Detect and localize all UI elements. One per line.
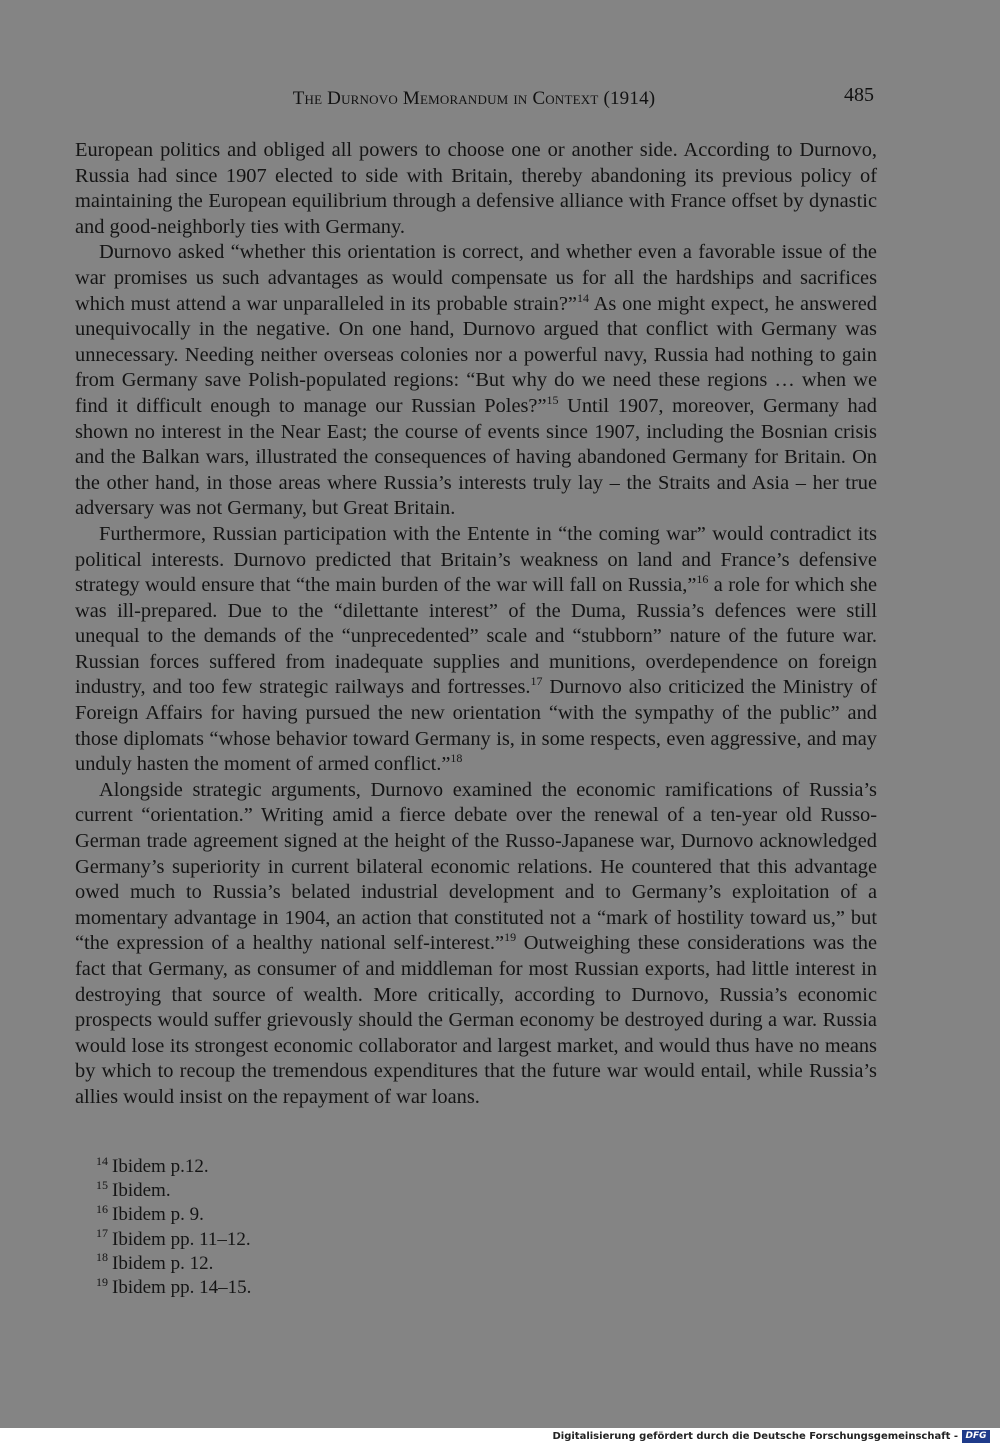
- paragraph-text: As one might expect, he answered unequivocally in the negative. On one hand, Durnovo argued that conflict with Germany was unnecessary. Needing neither overseas colonies nor a powerful navy, Russia had nothing to gain from Germany save Polish-populated regions: “But why do we need these regions … when we find it difficult enough to manage our Russian Poles?”: [75, 292, 877, 417]
- footnote-reference: 14: [576, 290, 589, 305]
- footnote-reference: 18: [450, 751, 463, 766]
- dfg-logo: DFG: [962, 1430, 990, 1443]
- paragraph-text: Durnovo also criticized the Ministry of Foreign Affairs for having pursued the new orientation “with the sympathy of the public” and those diplomats “whose behavior toward Germany is, in some respects, even aggressive, and may unduly hasten the moment of armed conflict.”: [75, 676, 877, 776]
- footnote-text: Ibidem p. 9.: [112, 1204, 204, 1226]
- body-text: [75, 138, 877, 1111]
- footnote-number: 15: [96, 1177, 108, 1192]
- running-title: The Durnovo Memorandum in Context (1914): [292, 88, 656, 109]
- footnote: [96, 1228, 496, 1252]
- footnote-number: 16: [96, 1202, 108, 1217]
- footnote: [96, 1203, 496, 1227]
- footnote-text: Ibidem p. 12.: [112, 1252, 214, 1274]
- footnote: [96, 1276, 496, 1300]
- footnote-reference: 15: [546, 393, 559, 408]
- page-footer: [0, 1428, 1000, 1446]
- paragraph: [75, 778, 877, 1111]
- footnote-text: Ibidem.: [112, 1180, 171, 1202]
- page-number: 485: [844, 84, 874, 106]
- paragraph-text: European politics and obliged all powers to choose one or another side. According to Durnovo, Russia had since 1907 elected to side with Britain, thereby abandoning its previous policy of maintaining the European equilibrium through a defensive alliance with France offset by dynastic and good-neighborly ties with Germany.: [75, 139, 877, 238]
- footnote-reference: 17: [530, 674, 543, 689]
- paragraph: [75, 138, 877, 240]
- paragraph-text: a role for which she was ill-prepared. Due to the “dilettante interest” of the Duma, Russia’s defences were still unequal to the demands of the “unprecedented” scale and “stubborn” nature of the future war. Russian forces suffered from inadequate supplies and munitions, overdependence on foreign industry, and too few strategic railways and fortresses.: [75, 574, 878, 699]
- footnote-reference: 19: [504, 930, 517, 945]
- paragraph: [75, 522, 877, 778]
- page-header: [74, 84, 874, 114]
- footnote-number: 19: [96, 1274, 108, 1289]
- footnote-number: 17: [96, 1226, 108, 1241]
- footnote: [96, 1252, 496, 1276]
- footnote: [96, 1179, 496, 1203]
- footnotes: [96, 1155, 496, 1300]
- paragraph-text: Outweighing these considerations was the fact that Germany, as consumer of and middleman for most Russian exports, had little interest in destroying that source of wealth. More critically, according to Durnovo, Russia’s economic prospects would suffer grievously should the German economy be destroyed during a war. Russia would lose its strongest economic collaborator and largest market, and would thus have no means by which to recoup the tremendous expenditures that the future war would entail, while Russia’s allies would insist on the repayment of war loans.: [75, 932, 877, 1108]
- footnote-number: 14: [96, 1153, 108, 1168]
- footnote-text: Ibidem pp. 11–12.: [112, 1228, 251, 1250]
- paragraph-text: Alongside strategic arguments, Durnovo examined the economic ramifications of Russia’s current “orientation.” Writing amid a fierce debate over the renewal of a ten-year old Russo-German trade agreement signed at the height of the Russo-Japanese war, Durnovo acknowledged Germany’s superiority in current bilateral economic relations. He countered that this advantage owed much to Russia’s belated industrial development and to Germany’s exploitation of a momentary advantage in 1904, an action that constituted not a “mark of hostility toward us,” but “the expression of a healthy national self-interest.”: [75, 778, 877, 955]
- paragraph: [75, 240, 877, 522]
- footnote-number: 18: [96, 1250, 108, 1265]
- footnote: [96, 1155, 496, 1179]
- paragraph-text: Durnovo asked “whether this orientation is correct, and whether even a favorable issue of the war promises us such advantages as would compensate us for all the hardships and sacrifices which must attend a war unparalleled in its probable strain?”: [75, 241, 877, 315]
- footnote-text: Ibidem p.12.: [112, 1156, 209, 1177]
- footnote-reference: 16: [696, 572, 709, 587]
- footnote-text: Ibidem pp. 14–15.: [112, 1277, 252, 1299]
- funding-notice: Digitalisierung gefördert durch die Deutsche Forschungsgemeinschaft -: [552, 1431, 958, 1442]
- paragraph-text: Furthermore, Russian participation with the Entente in “the coming war” would contradict its political interests. Durnovo predicted that Britain’s weakness on land and France’s defensive strategy would ensure that “the main burden of the war will fall on Russia,”: [75, 522, 877, 597]
- paragraph-text: Until 1907, moreover, Germany had shown no interest in the Near East; the course of events since 1907, including the Bosnian crisis and the Balkan wars, illustrated the consequences of having abandoned Germany for Britain. On the other hand, in those areas where Russia’s interests truly lay – the Straits and Asia – her true adversary was not Germany, but Great Britain.: [75, 394, 877, 520]
